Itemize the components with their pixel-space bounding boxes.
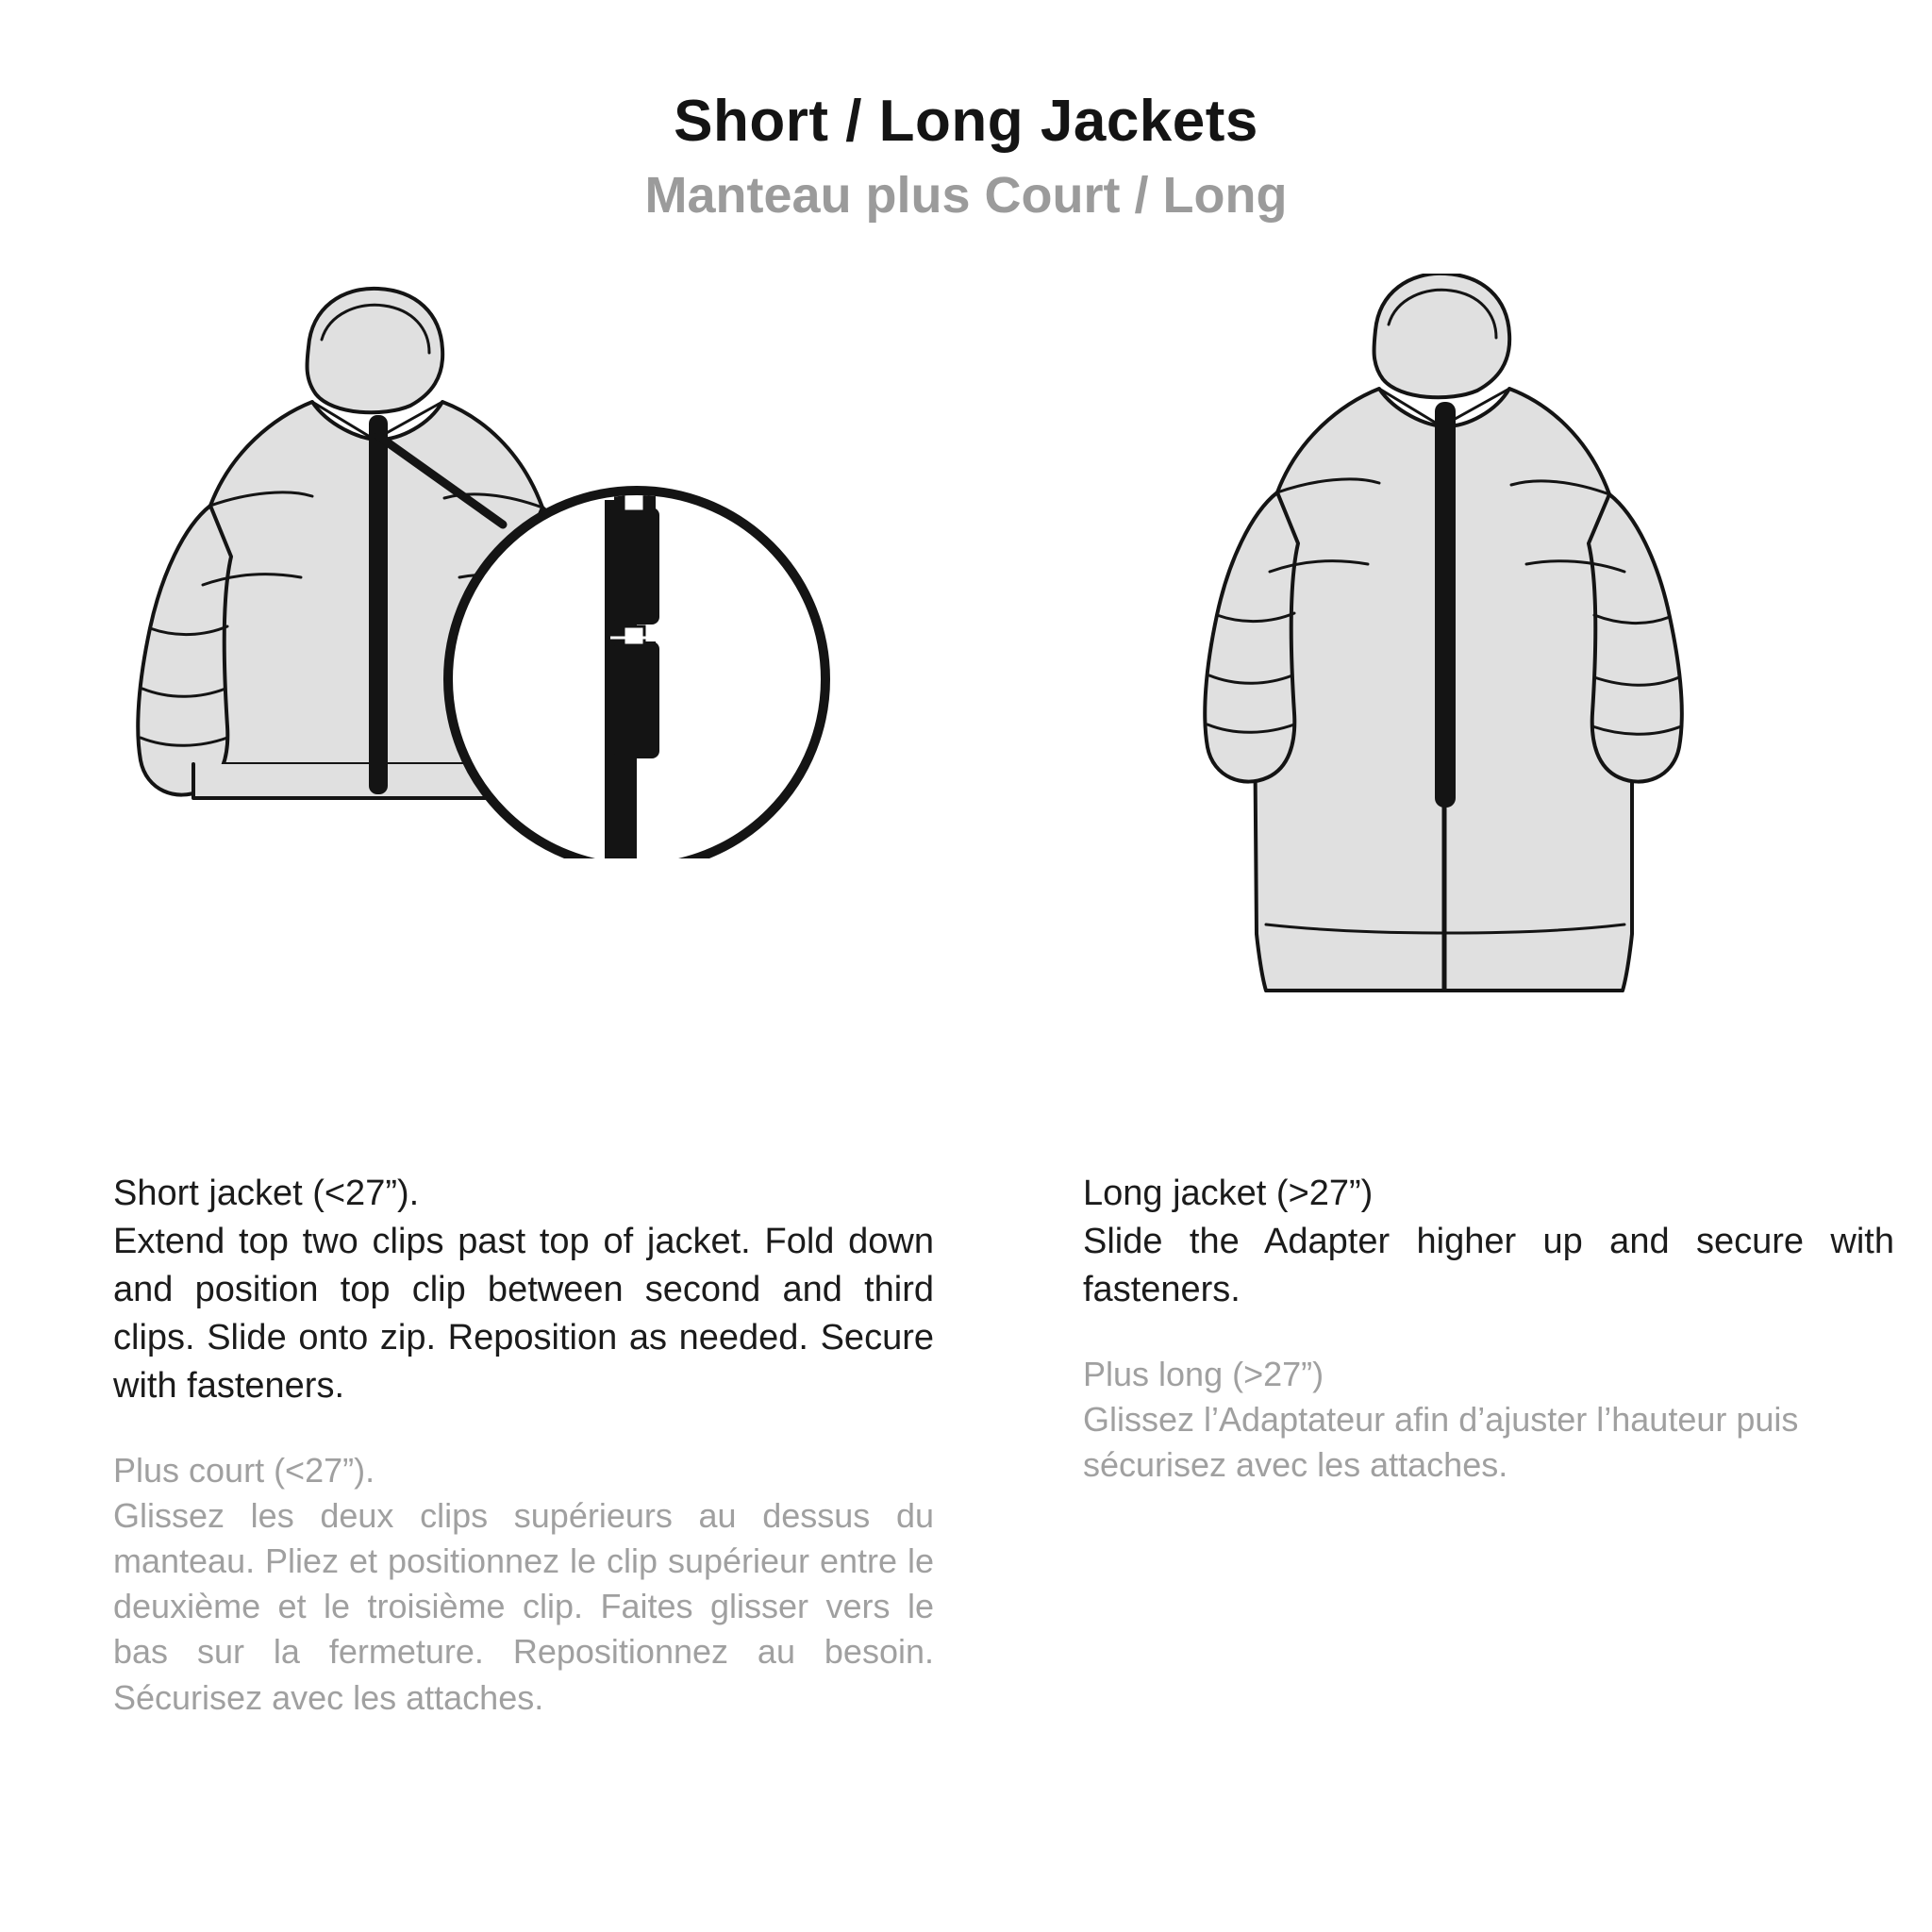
- long-fr-body: Glissez l’Adaptateur afin d’ajuster l’hauteur puis sécurisez avec les attaches.: [1083, 1399, 1799, 1485]
- short-en-heading: Short jacket (<27”).: [113, 1174, 420, 1213]
- illustration-row: [0, 274, 1932, 1151]
- short-jacket-figure: [90, 274, 920, 858]
- long-en-heading: Long jacket (>27”): [1083, 1174, 1374, 1213]
- short-jacket-drawing: [90, 274, 920, 858]
- short-jacket-instructions: [113, 1170, 934, 1721]
- short-fr-heading: Plus court (<27”).: [113, 1450, 375, 1490]
- long-jacket-instructions: [1083, 1170, 1894, 1488]
- long-jacket-figure: [1123, 274, 1783, 1123]
- magnifier-detail: [448, 291, 825, 858]
- zipper-track: [369, 415, 388, 794]
- long-fr-heading: Plus long (>27”): [1083, 1354, 1324, 1393]
- page-title-block: [0, 91, 1932, 223]
- short-fr-body: Glissez les deux clips supérieurs au dessus du manteau. Pliez et positionnez le clip supérieur entre le deuxième et le troisième clip. Faites glisser vers le bas sur la fermeture. Repositionnez au besoin. Sécurisez avec les attaches.: [113, 1495, 934, 1717]
- page-subtitle: Manteau plus Court / Long: [644, 167, 1288, 225]
- page-title: Short / Long Jackets: [674, 89, 1258, 154]
- long-en-body: Slide the Adapter higher up and secure with fasteners.: [1083, 1221, 1894, 1309]
- zipper-track: [1435, 402, 1456, 808]
- long-jacket-drawing: [1123, 274, 1783, 1123]
- instruction-columns: [0, 1170, 1932, 1887]
- short-en-body: Extend top two clips past top of jacket. Fold down and position top clip between second and third clips. Slide onto zip. Reposition as needed. Secure with fasteners.: [113, 1221, 934, 1406]
